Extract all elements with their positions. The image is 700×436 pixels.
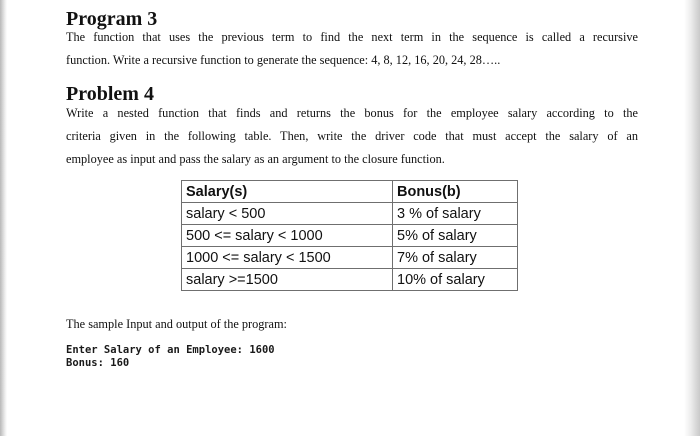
- bonus-cell: 5% of salary: [393, 225, 518, 247]
- problem4-title: Problem 4: [66, 83, 154, 105]
- sample-caption: The sample Input and output of the program:: [66, 317, 287, 331]
- page-left-edge: [0, 0, 7, 436]
- problem4-line: employee as input and pass the salary as an argument to the closure function.: [66, 152, 445, 166]
- problem4-description: [66, 102, 638, 171]
- header-bonus: Bonus(b): [393, 181, 518, 203]
- salary-cell: salary < 500: [182, 203, 393, 225]
- table-header-row: [182, 181, 518, 203]
- problem4-line: criteria given in the following table. Then, write the driver code that must accept the salary of an: [66, 129, 638, 143]
- bonus-cell: 10% of salary: [393, 269, 518, 291]
- sample-console-output: [66, 344, 275, 370]
- bonus-cell: 7% of salary: [393, 247, 518, 269]
- salary-cell: salary >=1500: [182, 269, 393, 291]
- program3-title: Program 3: [66, 8, 158, 30]
- header-salary: Salary(s): [182, 181, 393, 203]
- bonus-cell: 3 % of salary: [393, 203, 518, 225]
- page-right-edge: [684, 0, 700, 436]
- table-row: [182, 247, 518, 269]
- table-row: [182, 203, 518, 225]
- salary-cell: 1000 <= salary < 1500: [182, 247, 393, 269]
- problem4-line: Write a nested function that finds and returns the bonus for the employee salary according to the: [66, 106, 638, 120]
- console-line: Enter Salary of an Employee: 1600: [66, 344, 275, 356]
- salary-cell: 500 <= salary < 1000: [182, 225, 393, 247]
- table-row: [182, 225, 518, 247]
- program3-line: The function that uses the previous term to find the next term in the sequence is called a recursive: [66, 30, 638, 44]
- program3-description: [66, 26, 638, 72]
- console-line: Bonus: 160: [66, 357, 130, 369]
- bonus-criteria-table: [181, 180, 518, 291]
- program3-line: function. Write a recursive function to generate the sequence: 4, 8, 12, 16, 20, 24, 28…..: [66, 53, 501, 67]
- table-row: [182, 269, 518, 291]
